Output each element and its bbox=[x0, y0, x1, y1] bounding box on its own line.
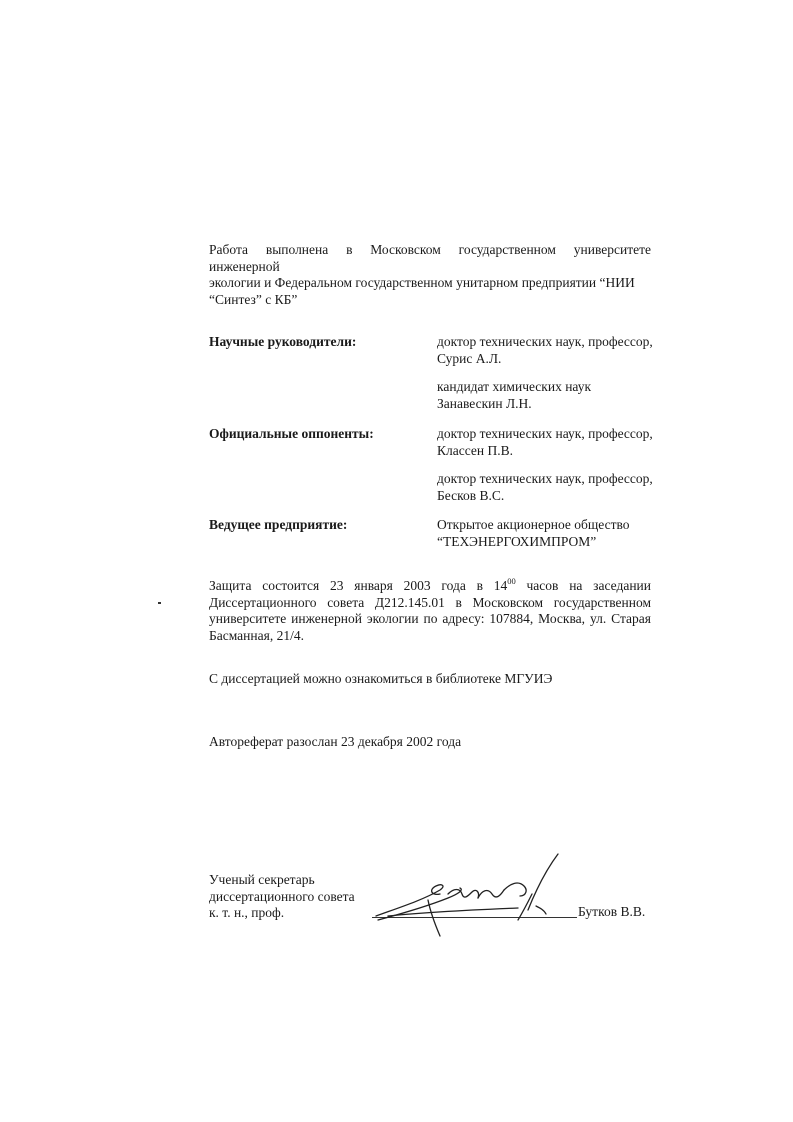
supervisor-2-title: кандидат химических наук bbox=[437, 379, 592, 394]
opponent-entry-2 bbox=[437, 471, 662, 504]
defense-paragraph bbox=[209, 578, 651, 644]
defense-line-1-end: часов на заседании bbox=[515, 578, 652, 593]
opponent-1-name: Классен П.В. bbox=[437, 442, 513, 458]
supervisor-1-name: Сурис А.Л. bbox=[437, 350, 502, 366]
opponent-entry-1 bbox=[437, 426, 662, 459]
opponent-2-name: Бесков В.С. bbox=[437, 487, 505, 503]
intro-line-3: “Синтез” с КБ” bbox=[209, 291, 298, 307]
intro-line-1: Работа выполнена в Московском государственном университете инженерной bbox=[209, 242, 651, 274]
handwritten-signature bbox=[368, 850, 568, 940]
supervisor-entry-1 bbox=[437, 334, 662, 367]
leading-org-line-2: “ТЕХЭНЕРГОХИМПРОМ” bbox=[437, 533, 597, 549]
secretary-line-3: к. т. н., проф. bbox=[209, 905, 285, 920]
secretary-block bbox=[209, 872, 355, 922]
intro-paragraph bbox=[209, 242, 651, 308]
mailing-note: Автореферат разослан 23 декабря 2002 года bbox=[209, 734, 462, 749]
defense-line-2: Диссертационного совета Д212.145.01 в Московском государственном bbox=[209, 594, 651, 610]
defense-line-4: Басманная, 21/4. bbox=[209, 627, 304, 643]
supervisor-2-name: Занавескин Л.Н. bbox=[437, 395, 532, 411]
supervisors-label: Научные руководители: bbox=[209, 334, 357, 349]
opponent-2-title: доктор технических наук, профессор, bbox=[437, 471, 653, 486]
opponents-label: Официальные оппоненты: bbox=[209, 426, 374, 441]
library-note: С диссертацией можно ознакомиться в библиотеке МГУИЭ bbox=[209, 671, 553, 686]
defense-line-1 bbox=[209, 578, 651, 595]
opponent-1-title: доктор технических наук, профессор, bbox=[437, 426, 653, 441]
leading-org-value bbox=[437, 517, 662, 550]
scan-speck bbox=[158, 602, 161, 604]
leading-org-label: Ведущее предприятие: bbox=[209, 517, 348, 532]
secretary-name: Бутков В.В. bbox=[578, 904, 646, 919]
leading-org-line-1: Открытое акционерное общество bbox=[437, 517, 630, 532]
supervisor-entry-2 bbox=[437, 379, 662, 412]
defense-time-superscript: 00 bbox=[507, 576, 516, 586]
defense-line-3: университете инженерной экологии по адресу: 107884, Москва, ул. Старая bbox=[209, 611, 651, 626]
secretary-line-1: Ученый секретарь bbox=[209, 872, 315, 887]
intro-line-2: экологии и Федеральном государственном унитарном предприятии “НИИ bbox=[209, 275, 635, 290]
defense-line-1-start: Защита состоится 23 января 2003 года в 14 bbox=[209, 578, 508, 593]
secretary-line-2: диссертационного совета bbox=[209, 888, 355, 904]
supervisor-1-title: доктор технических наук, профессор, bbox=[437, 334, 653, 349]
